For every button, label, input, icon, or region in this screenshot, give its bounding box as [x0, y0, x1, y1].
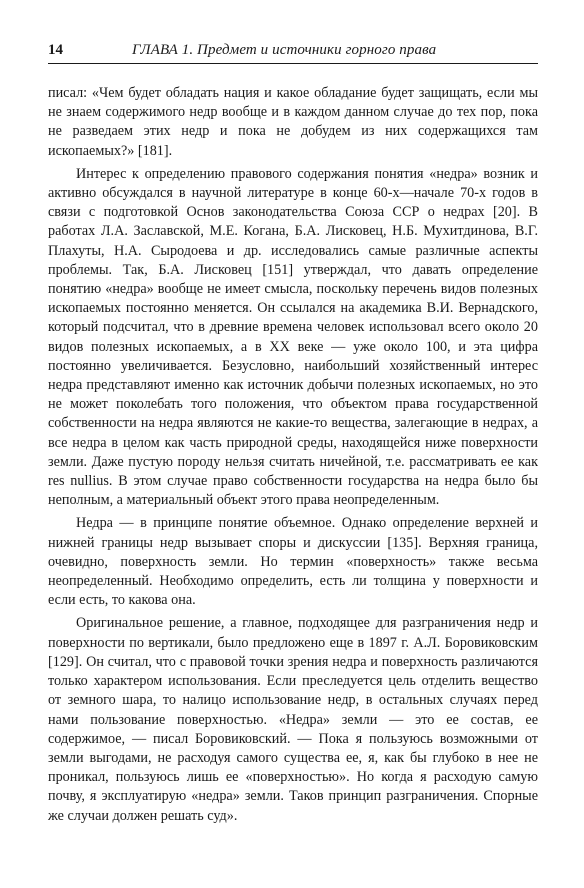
- book-page: [48, 40, 538, 826]
- paragraph-continuation: писал: «Чем будет обладать нация и какое обладание будет защищать, если мы не знаем содержимого недр вообще и в каждом данном случае до тех пор, пока не разведаем этих недр и пока не добудем из них содержащихся там ископаемых?» [181].: [48, 85, 538, 159]
- paragraph: Интерес к определению правового содержания понятия «недра» возник и активно обсуждался в научной литературе в конце 60-х—начале 70-х годов в связи с подготовкой Основ законодательства Союза ССР о недрах [20]. В работах Л.А. Заславской, М.Е. Когана, Б.А. Лисковец, Н.Б. Мухитдинова, В.Г. Плахуты, Н.А. Сыродоева и др. исследовались самые различные аспекты проблемы. Так, Б.А. Лисковец [151] утверждал, что давать определение понятию «недра» вообще не имеет смысла, поскольку перечень видов полезных ископаемых постоянно меняется. Он ссылался на академика В.И. Вернадского, который подсчитал, что в древние времена человек использовал всего около 20 видов полезных ископаемых, а в XX веке — уже около 100, и эта цифра постоянно увеличивается. Безусловно, наибольший хозяйственный интерес недра представляют именно как источник добычи полезных ископаемых, но это не может поколебать того положения, что объектом права государственной собственности на недра являются не какие-то вещества, залегающие в недрах, а все недра в целом как часть природной среды, находящейся ниже поверхности земли. Даже пустую породу нельзя считать ничейной, т.е. рассматривать ее как res nullius. В этом случае право собственности государства на недра было бы неполным, а материальный объект этого права неопределенным.: [48, 165, 538, 509]
- page-header: [48, 40, 538, 64]
- paragraph: Оригинальное решение, а главное, подходящее для разграничения недр и поверхности по вертикали, было предложено еще в 1897 г. А.Л. Боровиковским [129]. Он считал, что с правовой точки зрения недра и поверхность различаются только характером использования. Если преследуется цель отделить вещество от земного шара, то налицо использование недр, в остальных случаях перед нами пользование поверхностью. «Недра» земли — это ее состав, ее содержимое, — писал Боровиковский. — Пока я пользуюсь возможными от земли выгодами, не расходуя самого существа ее, я, как бы глубоко в нее не проникал, пользуюсь лишь ее «поверхностью». Но когда я расходую самую почву, я эксплуатирую «недра» земли. Таков принцип разграничения. Спорные же случаи должен решать суд».: [48, 615, 538, 824]
- running-head: ГЛАВА 1. Предмет и источники горного права: [132, 42, 437, 58]
- paragraph: Недра — в принципе понятие объемное. Однако определение верхней и нижней границы недр вызывает споры и дискуссии [135]. Верхняя граница, очевидно, поверхность земли. Но термин «поверхность» также весьма неопределенный. Необходимо определить, есть ли толщина у поверхности и если есть, то какова она.: [48, 515, 538, 609]
- body-text: [48, 84, 538, 826]
- page-number: 14: [48, 42, 63, 58]
